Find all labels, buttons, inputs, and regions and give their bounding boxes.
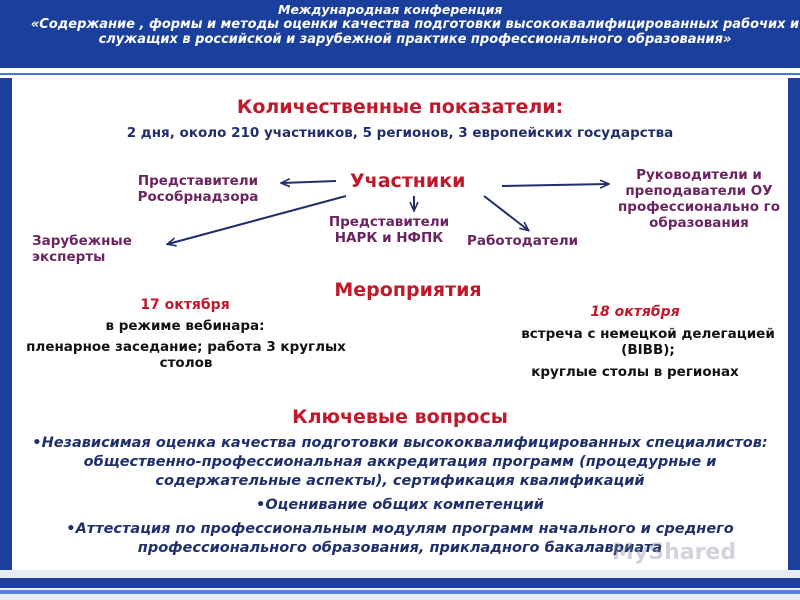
quantitative-heading: Количественные показатели:	[236, 96, 564, 118]
footer-band	[0, 570, 800, 600]
event-day2-line1: встреча с немецкой делегацией (BIBB);	[521, 326, 775, 358]
key-question-3: •Аттестация по профессиональным модулям программ начального и среднего профессионального образования, прикладного бакалавриата	[66, 521, 734, 556]
quantitative-text: 2 дня, около 210 участников, 5 регионов, 3 европейских государства	[126, 125, 674, 141]
event-day2-line2: круглые столы в регионах	[531, 364, 739, 380]
footer-bar-light	[0, 590, 800, 594]
watermark: MyShared	[612, 540, 737, 565]
arrow-to-heads	[502, 184, 608, 186]
participant-employers: Работодатели	[467, 233, 579, 249]
events-heading: Мероприятия	[334, 279, 482, 301]
conference-topic: «Содержание , формы и методы оценки качества подготовки высококвалифицированных рабочих и служащих в российской и зарубежной практике профессионального образования»	[30, 17, 800, 47]
event-day2-date: 18 октября	[590, 304, 680, 320]
arrow-to-rosobrnadzor	[282, 181, 336, 183]
event-day1-line1: в режиме вебинара:	[105, 318, 265, 334]
footer-bar-dark	[0, 578, 800, 588]
participant-nark-nfpk: Представители НАРК и НФПК	[328, 214, 450, 246]
participant-rosobrnadzor: Представители Рособрнадзора	[137, 173, 259, 205]
participant-foreign-experts: Зарубежные эксперты	[32, 233, 132, 265]
key-question-2: •Оценивание общих компетенций	[256, 497, 544, 513]
participant-heads-teachers: Руководители и преподаватели ОУ профессионально го образования	[617, 167, 781, 231]
event-day1-line2: пленарное заседание; работа 3 круглых столов	[26, 339, 346, 371]
key-questions-heading: Ключевые вопросы	[292, 406, 508, 428]
conference-title: Международная конференция	[278, 2, 503, 17]
key-question-1: •Независимая оценка качества подготовки высококвалифицированных специалистов: общественно-профессиональная аккредитация программ (процедурные и содержательные аспекты), сертификация квалификаций	[32, 435, 768, 489]
participants-heading: Участники	[350, 170, 466, 192]
event-day1-date: 17 октября	[140, 297, 230, 313]
arrow-to-employers	[484, 196, 528, 230]
